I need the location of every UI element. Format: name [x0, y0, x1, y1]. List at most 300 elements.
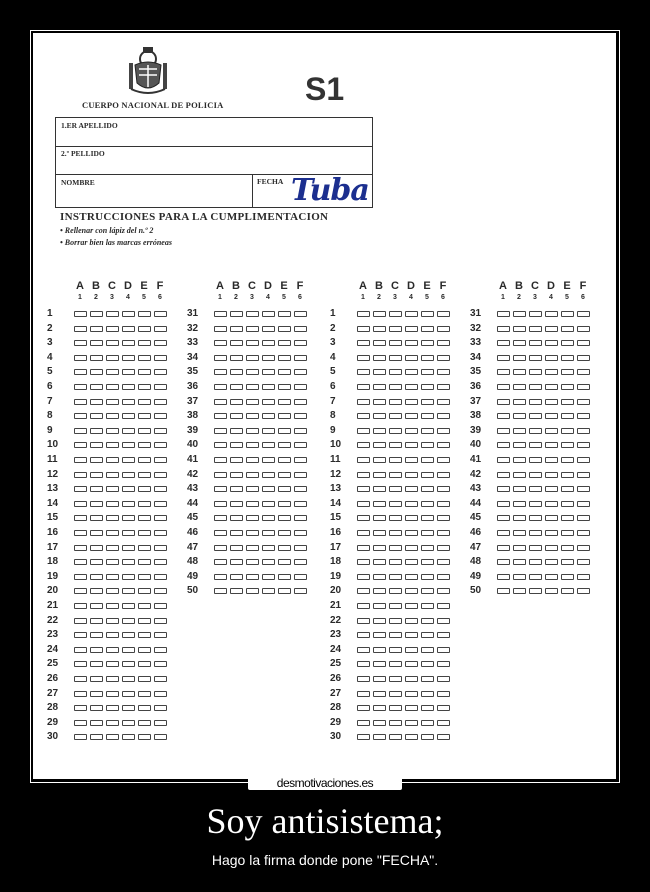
answer-bubble[interactable]	[278, 340, 291, 346]
answer-bubble[interactable]	[74, 384, 87, 390]
answer-bubble[interactable]	[373, 442, 386, 448]
answer-bubble[interactable]	[437, 691, 450, 697]
answer-bubble[interactable]	[577, 340, 590, 346]
answer-bubble[interactable]	[138, 691, 151, 697]
answer-bubble[interactable]	[421, 720, 434, 726]
answer-bubble[interactable]	[122, 326, 135, 332]
answer-bubble[interactable]	[74, 311, 87, 317]
answer-bubble[interactable]	[74, 369, 87, 375]
answer-bubble[interactable]	[577, 442, 590, 448]
answer-bubble[interactable]	[230, 457, 243, 463]
answer-bubble[interactable]	[421, 369, 434, 375]
answer-bubble[interactable]	[74, 559, 87, 565]
answer-bubble[interactable]	[529, 588, 542, 594]
answer-bubble[interactable]	[405, 530, 418, 536]
answer-bubble[interactable]	[405, 632, 418, 638]
answer-bubble[interactable]	[405, 384, 418, 390]
answer-bubble[interactable]	[106, 340, 119, 346]
answer-bubble[interactable]	[90, 720, 103, 726]
answer-bubble[interactable]	[122, 486, 135, 492]
answer-bubble[interactable]	[357, 676, 370, 682]
answer-bubble[interactable]	[106, 632, 119, 638]
answer-bubble[interactable]	[74, 326, 87, 332]
answer-bubble[interactable]	[74, 501, 87, 507]
answer-bubble[interactable]	[214, 384, 227, 390]
answer-bubble[interactable]	[230, 472, 243, 478]
answer-bubble[interactable]	[389, 399, 402, 405]
answer-bubble[interactable]	[262, 545, 275, 551]
answer-bubble[interactable]	[357, 311, 370, 317]
answer-bubble[interactable]	[138, 428, 151, 434]
answer-bubble[interactable]	[437, 384, 450, 390]
answer-bubble[interactable]	[545, 340, 558, 346]
answer-bubble[interactable]	[437, 486, 450, 492]
answer-bubble[interactable]	[497, 515, 510, 521]
answer-bubble[interactable]	[529, 355, 542, 361]
answer-bubble[interactable]	[90, 326, 103, 332]
answer-bubble[interactable]	[437, 428, 450, 434]
answer-bubble[interactable]	[106, 486, 119, 492]
answer-bubble[interactable]	[294, 472, 307, 478]
answer-bubble[interactable]	[214, 588, 227, 594]
answer-bubble[interactable]	[497, 340, 510, 346]
answer-bubble[interactable]	[122, 428, 135, 434]
answer-bubble[interactable]	[577, 559, 590, 565]
answer-bubble[interactable]	[373, 720, 386, 726]
answer-bubble[interactable]	[437, 311, 450, 317]
answer-bubble[interactable]	[138, 574, 151, 580]
answer-bubble[interactable]	[405, 720, 418, 726]
answer-bubble[interactable]	[294, 545, 307, 551]
answer-bubble[interactable]	[513, 515, 526, 521]
answer-bubble[interactable]	[138, 472, 151, 478]
answer-bubble[interactable]	[545, 472, 558, 478]
answer-bubble[interactable]	[246, 530, 259, 536]
answer-bubble[interactable]	[106, 399, 119, 405]
answer-bubble[interactable]	[74, 457, 87, 463]
answer-bubble[interactable]	[373, 588, 386, 594]
answer-bubble[interactable]	[405, 326, 418, 332]
answer-bubble[interactable]	[154, 442, 167, 448]
answer-bubble[interactable]	[90, 413, 103, 419]
answer-bubble[interactable]	[154, 588, 167, 594]
answer-bubble[interactable]	[138, 413, 151, 419]
answer-bubble[interactable]	[373, 413, 386, 419]
answer-bubble[interactable]	[138, 530, 151, 536]
answer-bubble[interactable]	[122, 705, 135, 711]
answer-bubble[interactable]	[106, 574, 119, 580]
answer-bubble[interactable]	[294, 413, 307, 419]
answer-bubble[interactable]	[122, 311, 135, 317]
answer-bubble[interactable]	[106, 734, 119, 740]
answer-bubble[interactable]	[122, 413, 135, 419]
answer-bubble[interactable]	[246, 545, 259, 551]
answer-bubble[interactable]	[529, 530, 542, 536]
answer-bubble[interactable]	[577, 355, 590, 361]
answer-bubble[interactable]	[577, 515, 590, 521]
answer-bubble[interactable]	[154, 647, 167, 653]
answer-bubble[interactable]	[262, 501, 275, 507]
answer-bubble[interactable]	[106, 472, 119, 478]
answer-bubble[interactable]	[561, 515, 574, 521]
answer-bubble[interactable]	[389, 501, 402, 507]
answer-bubble[interactable]	[389, 720, 402, 726]
answer-bubble[interactable]	[106, 457, 119, 463]
answer-bubble[interactable]	[373, 530, 386, 536]
answer-bubble[interactable]	[138, 720, 151, 726]
answer-bubble[interactable]	[230, 311, 243, 317]
answer-bubble[interactable]	[138, 545, 151, 551]
answer-bubble[interactable]	[545, 384, 558, 390]
answer-bubble[interactable]	[437, 340, 450, 346]
answer-bubble[interactable]	[497, 369, 510, 375]
answer-bubble[interactable]	[357, 442, 370, 448]
answer-bubble[interactable]	[529, 384, 542, 390]
answer-bubble[interactable]	[373, 676, 386, 682]
answer-bubble[interactable]	[421, 647, 434, 653]
answer-bubble[interactable]	[421, 311, 434, 317]
answer-bubble[interactable]	[405, 311, 418, 317]
answer-bubble[interactable]	[545, 369, 558, 375]
answer-bubble[interactable]	[545, 399, 558, 405]
answer-bubble[interactable]	[214, 413, 227, 419]
answer-bubble[interactable]	[437, 705, 450, 711]
answer-bubble[interactable]	[373, 326, 386, 332]
answer-bubble[interactable]	[357, 530, 370, 536]
answer-bubble[interactable]	[230, 501, 243, 507]
answer-bubble[interactable]	[74, 399, 87, 405]
answer-bubble[interactable]	[373, 691, 386, 697]
answer-bubble[interactable]	[74, 428, 87, 434]
answer-bubble[interactable]	[122, 355, 135, 361]
answer-bubble[interactable]	[405, 618, 418, 624]
answer-bubble[interactable]	[230, 588, 243, 594]
answer-bubble[interactable]	[529, 501, 542, 507]
answer-bubble[interactable]	[405, 399, 418, 405]
answer-bubble[interactable]	[513, 369, 526, 375]
answer-bubble[interactable]	[421, 705, 434, 711]
answer-bubble[interactable]	[214, 515, 227, 521]
answer-bubble[interactable]	[138, 603, 151, 609]
answer-bubble[interactable]	[106, 559, 119, 565]
answer-bubble[interactable]	[278, 588, 291, 594]
answer-bubble[interactable]	[106, 515, 119, 521]
answer-bubble[interactable]	[90, 311, 103, 317]
answer-bubble[interactable]	[357, 369, 370, 375]
answer-bubble[interactable]	[513, 428, 526, 434]
answer-bubble[interactable]	[437, 472, 450, 478]
answer-bubble[interactable]	[561, 442, 574, 448]
answer-bubble[interactable]	[154, 559, 167, 565]
answer-bubble[interactable]	[421, 515, 434, 521]
answer-bubble[interactable]	[262, 369, 275, 375]
answer-bubble[interactable]	[74, 340, 87, 346]
answer-bubble[interactable]	[513, 311, 526, 317]
answer-bubble[interactable]	[421, 530, 434, 536]
answer-bubble[interactable]	[577, 545, 590, 551]
answer-bubble[interactable]	[405, 355, 418, 361]
answer-bubble[interactable]	[437, 442, 450, 448]
answer-bubble[interactable]	[405, 588, 418, 594]
answer-bubble[interactable]	[373, 647, 386, 653]
answer-bubble[interactable]	[405, 486, 418, 492]
answer-bubble[interactable]	[90, 559, 103, 565]
answer-bubble[interactable]	[262, 384, 275, 390]
answer-bubble[interactable]	[421, 588, 434, 594]
answer-bubble[interactable]	[561, 501, 574, 507]
answer-bubble[interactable]	[106, 588, 119, 594]
answer-bubble[interactable]	[389, 647, 402, 653]
answer-bubble[interactable]	[529, 311, 542, 317]
answer-bubble[interactable]	[122, 588, 135, 594]
answer-bubble[interactable]	[545, 311, 558, 317]
answer-bubble[interactable]	[373, 384, 386, 390]
answer-bubble[interactable]	[389, 574, 402, 580]
answer-bubble[interactable]	[357, 574, 370, 580]
answer-bubble[interactable]	[437, 618, 450, 624]
answer-bubble[interactable]	[405, 545, 418, 551]
answer-bubble[interactable]	[262, 355, 275, 361]
answer-bubble[interactable]	[138, 676, 151, 682]
answer-bubble[interactable]	[357, 486, 370, 492]
answer-bubble[interactable]	[497, 311, 510, 317]
answer-bubble[interactable]	[513, 442, 526, 448]
answer-bubble[interactable]	[561, 326, 574, 332]
answer-bubble[interactable]	[294, 326, 307, 332]
answer-bubble[interactable]	[214, 574, 227, 580]
answer-bubble[interactable]	[122, 676, 135, 682]
answer-bubble[interactable]	[230, 486, 243, 492]
answer-bubble[interactable]	[262, 413, 275, 419]
answer-bubble[interactable]	[278, 472, 291, 478]
answer-bubble[interactable]	[389, 545, 402, 551]
answer-bubble[interactable]	[405, 676, 418, 682]
answer-bubble[interactable]	[389, 340, 402, 346]
answer-bubble[interactable]	[262, 515, 275, 521]
answer-bubble[interactable]	[154, 311, 167, 317]
answer-bubble[interactable]	[122, 603, 135, 609]
answer-bubble[interactable]	[90, 588, 103, 594]
answer-bubble[interactable]	[561, 384, 574, 390]
answer-bubble[interactable]	[214, 486, 227, 492]
answer-bubble[interactable]	[278, 413, 291, 419]
answer-bubble[interactable]	[154, 515, 167, 521]
answer-bubble[interactable]	[497, 545, 510, 551]
answer-bubble[interactable]	[74, 661, 87, 667]
answer-bubble[interactable]	[513, 399, 526, 405]
answer-bubble[interactable]	[294, 515, 307, 521]
answer-bubble[interactable]	[513, 486, 526, 492]
answer-bubble[interactable]	[262, 588, 275, 594]
answer-bubble[interactable]	[389, 661, 402, 667]
answer-bubble[interactable]	[513, 545, 526, 551]
answer-bubble[interactable]	[138, 486, 151, 492]
answer-bubble[interactable]	[437, 530, 450, 536]
answer-bubble[interactable]	[437, 457, 450, 463]
answer-bubble[interactable]	[497, 574, 510, 580]
answer-bubble[interactable]	[90, 647, 103, 653]
answer-bubble[interactable]	[437, 399, 450, 405]
answer-bubble[interactable]	[561, 413, 574, 419]
answer-bubble[interactable]	[437, 501, 450, 507]
answer-bubble[interactable]	[90, 428, 103, 434]
answer-bubble[interactable]	[421, 661, 434, 667]
answer-bubble[interactable]	[561, 559, 574, 565]
answer-bubble[interactable]	[106, 676, 119, 682]
date-field[interactable]: FECHA	[257, 177, 284, 186]
answer-bubble[interactable]	[357, 428, 370, 434]
answer-bubble[interactable]	[122, 442, 135, 448]
answer-bubble[interactable]	[122, 457, 135, 463]
answer-bubble[interactable]	[154, 691, 167, 697]
answer-bubble[interactable]	[561, 530, 574, 536]
answer-bubble[interactable]	[262, 311, 275, 317]
answer-bubble[interactable]	[154, 413, 167, 419]
answer-bubble[interactable]	[545, 515, 558, 521]
answer-bubble[interactable]	[74, 720, 87, 726]
answer-bubble[interactable]	[246, 501, 259, 507]
answer-bubble[interactable]	[497, 457, 510, 463]
answer-bubble[interactable]	[389, 457, 402, 463]
answer-bubble[interactable]	[90, 486, 103, 492]
answer-bubble[interactable]	[230, 428, 243, 434]
answer-bubble[interactable]	[278, 369, 291, 375]
answer-bubble[interactable]	[373, 661, 386, 667]
answer-bubble[interactable]	[389, 734, 402, 740]
answer-bubble[interactable]	[122, 472, 135, 478]
answer-bubble[interactable]	[294, 399, 307, 405]
answer-bubble[interactable]	[497, 530, 510, 536]
answer-bubble[interactable]	[230, 530, 243, 536]
answer-bubble[interactable]	[90, 574, 103, 580]
answer-bubble[interactable]	[389, 515, 402, 521]
answer-bubble[interactable]	[357, 720, 370, 726]
answer-bubble[interactable]	[214, 340, 227, 346]
answer-bubble[interactable]	[545, 428, 558, 434]
answer-bubble[interactable]	[497, 442, 510, 448]
answer-bubble[interactable]	[577, 472, 590, 478]
answer-bubble[interactable]	[278, 311, 291, 317]
answer-bubble[interactable]	[74, 618, 87, 624]
answer-bubble[interactable]	[90, 340, 103, 346]
answer-bubble[interactable]	[294, 457, 307, 463]
answer-bubble[interactable]	[421, 691, 434, 697]
answer-bubble[interactable]	[373, 545, 386, 551]
answer-bubble[interactable]	[405, 574, 418, 580]
answer-bubble[interactable]	[421, 355, 434, 361]
answer-bubble[interactable]	[214, 326, 227, 332]
answer-bubble[interactable]	[437, 720, 450, 726]
answer-bubble[interactable]	[545, 530, 558, 536]
answer-bubble[interactable]	[122, 515, 135, 521]
answer-bubble[interactable]	[513, 559, 526, 565]
answer-bubble[interactable]	[577, 530, 590, 536]
answer-bubble[interactable]	[278, 326, 291, 332]
answer-bubble[interactable]	[513, 574, 526, 580]
answer-bubble[interactable]	[154, 661, 167, 667]
answer-bubble[interactable]	[373, 705, 386, 711]
answer-bubble[interactable]	[405, 428, 418, 434]
answer-bubble[interactable]	[278, 355, 291, 361]
answer-bubble[interactable]	[90, 618, 103, 624]
answer-bubble[interactable]	[74, 413, 87, 419]
answer-bubble[interactable]	[545, 545, 558, 551]
answer-bubble[interactable]	[154, 472, 167, 478]
answer-bubble[interactable]	[421, 413, 434, 419]
answer-bubble[interactable]	[90, 355, 103, 361]
answer-bubble[interactable]	[437, 588, 450, 594]
answer-bubble[interactable]	[513, 457, 526, 463]
answer-bubble[interactable]	[373, 399, 386, 405]
answer-bubble[interactable]	[421, 457, 434, 463]
answer-bubble[interactable]	[373, 618, 386, 624]
answer-bubble[interactable]	[214, 530, 227, 536]
answer-bubble[interactable]	[373, 603, 386, 609]
answer-bubble[interactable]	[122, 369, 135, 375]
answer-bubble[interactable]	[246, 340, 259, 346]
answer-bubble[interactable]	[389, 355, 402, 361]
answer-bubble[interactable]	[545, 326, 558, 332]
answer-bubble[interactable]	[262, 326, 275, 332]
answer-bubble[interactable]	[577, 369, 590, 375]
answer-bubble[interactable]	[246, 515, 259, 521]
answer-bubble[interactable]	[294, 588, 307, 594]
answer-bubble[interactable]	[373, 428, 386, 434]
answer-bubble[interactable]	[437, 355, 450, 361]
answer-bubble[interactable]	[405, 647, 418, 653]
answer-bubble[interactable]	[246, 486, 259, 492]
answer-bubble[interactable]	[294, 486, 307, 492]
answer-bubble[interactable]	[545, 574, 558, 580]
answer-bubble[interactable]	[106, 369, 119, 375]
answer-bubble[interactable]	[389, 428, 402, 434]
answer-bubble[interactable]	[357, 399, 370, 405]
answer-bubble[interactable]	[154, 369, 167, 375]
answer-bubble[interactable]	[246, 311, 259, 317]
answer-bubble[interactable]	[561, 369, 574, 375]
answer-bubble[interactable]	[561, 574, 574, 580]
answer-bubble[interactable]	[437, 676, 450, 682]
answer-bubble[interactable]	[389, 384, 402, 390]
answer-bubble[interactable]	[437, 545, 450, 551]
answer-bubble[interactable]	[373, 574, 386, 580]
answer-bubble[interactable]	[154, 720, 167, 726]
answer-bubble[interactable]	[90, 632, 103, 638]
answer-bubble[interactable]	[90, 691, 103, 697]
answer-bubble[interactable]	[122, 399, 135, 405]
answer-bubble[interactable]	[513, 340, 526, 346]
answer-bubble[interactable]	[122, 661, 135, 667]
answer-bubble[interactable]	[262, 340, 275, 346]
answer-bubble[interactable]	[421, 559, 434, 565]
answer-bubble[interactable]	[437, 603, 450, 609]
answer-bubble[interactable]	[278, 530, 291, 536]
answer-bubble[interactable]	[90, 661, 103, 667]
answer-bubble[interactable]	[138, 369, 151, 375]
answer-bubble[interactable]	[90, 457, 103, 463]
answer-bubble[interactable]	[154, 632, 167, 638]
answer-bubble[interactable]	[154, 399, 167, 405]
answer-bubble[interactable]	[437, 369, 450, 375]
answer-bubble[interactable]	[278, 545, 291, 551]
answer-bubble[interactable]	[373, 457, 386, 463]
answer-bubble[interactable]	[513, 472, 526, 478]
answer-bubble[interactable]	[294, 442, 307, 448]
answer-bubble[interactable]	[138, 661, 151, 667]
answer-bubble[interactable]	[214, 355, 227, 361]
answer-bubble[interactable]	[74, 734, 87, 740]
answer-bubble[interactable]	[122, 632, 135, 638]
